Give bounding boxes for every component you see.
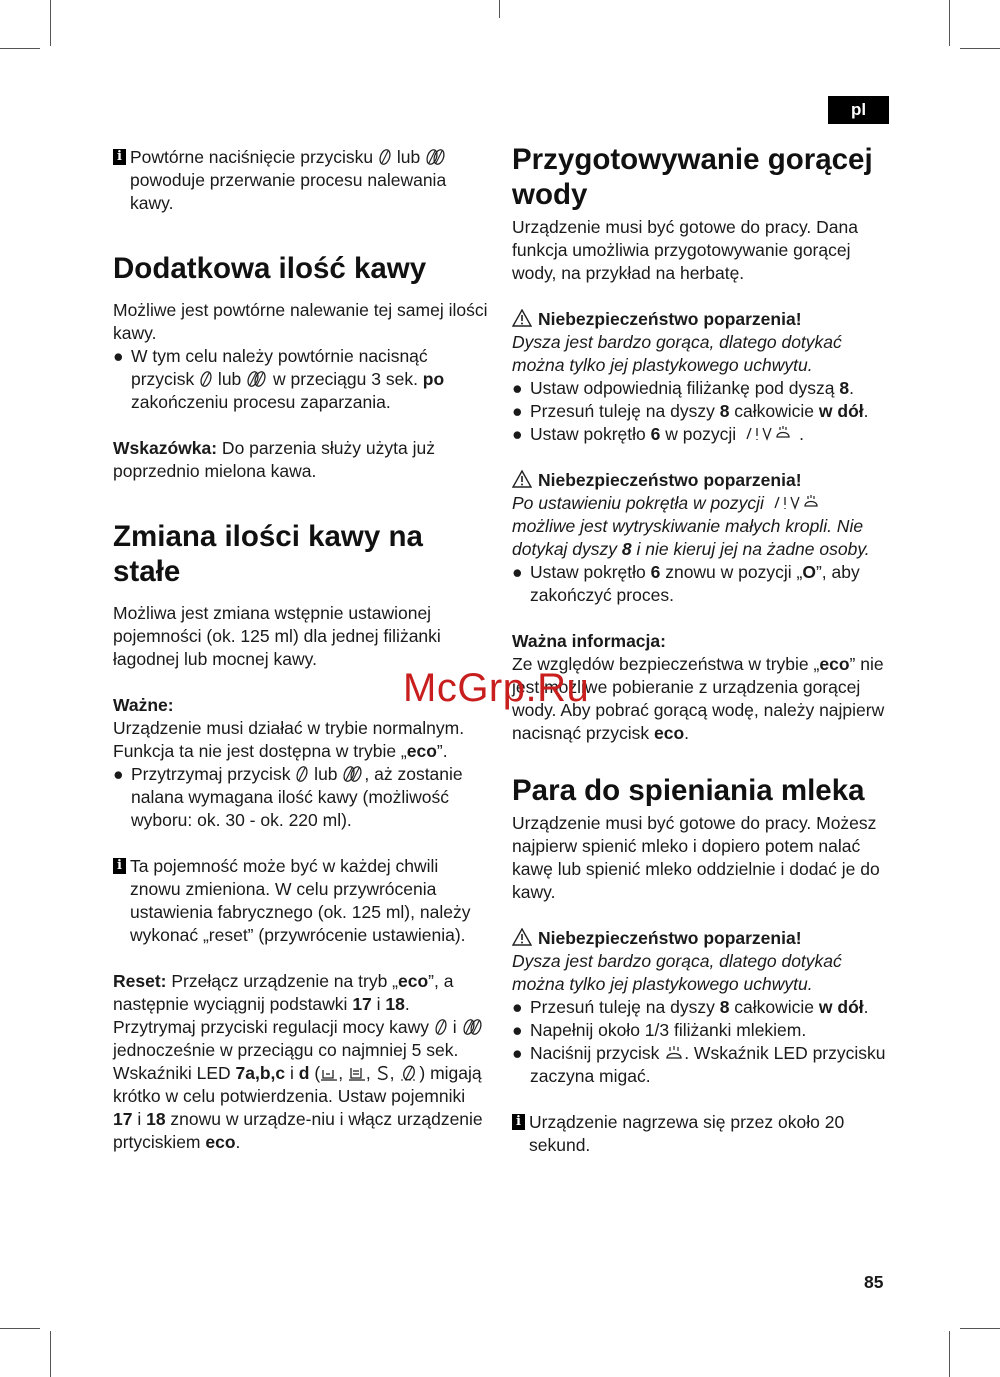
warning-title: Niebezpieczeństwo poparzenia!	[512, 308, 888, 331]
double-bean-icon	[425, 148, 447, 166]
crop-mark	[499, 0, 500, 18]
warning-text: Dysza jest bardzo gorąca, dlatego dotykać można tylko jej plastykowego uchwytu.	[512, 951, 842, 994]
important-label: Ważna informacja:	[512, 631, 666, 651]
warning-icon	[512, 470, 532, 488]
crop-mark	[50, 1331, 51, 1377]
bullet-item: ● Ustaw pokrętło 6 w pozycji .	[512, 424, 804, 444]
paragraph: Urządzenie musi być gotowe do pracy. Dana funkcja umożliwia przygotowywanie gorącej wody, na przykład na herbatę.	[512, 217, 858, 283]
warning-text: Po ustawieniu pokrętła w pozycji możliwe jest wytryskiwanie małych kropli. Nie dotykaj dyszy 8 i nie kieruj jej na żadne osoby.	[512, 493, 870, 559]
heading-change-amount: Zmiana ilości kawy na stałe	[113, 520, 423, 588]
warning-icon	[512, 309, 532, 327]
single-bean-icon	[378, 148, 392, 166]
crop-mark	[0, 1328, 40, 1329]
reset-paragraph: Reset: Przełącz urządzenie na tryb „eco”, a następnie wyciągnij podstawki 17 i 18. Przytrymaj przyciski regulacji mocy kawy i jednocześnie w przeciągu co najmniej 5 sek. Wskaźniki LED 7a,b,c i d ( , , , ) migają krótko w celu potwierdzenia. Ustaw pojemniki 17 i 18 znowu w urządze-niu i włącz urządzenie prtyciskiem eco.	[113, 971, 483, 1152]
info-note-interrupt: i Powtórne naciśnięcie przycisku lub powoduje przerwanie procesu nalewania kawy.	[113, 146, 489, 215]
language-tab: pl	[828, 96, 889, 124]
paragraph: Możliwa jest zmiana wstępnie ustawionej pojemności (ok. 125 ml) dla jednej filiżanki łagodnej lub mocnej kawy.	[113, 603, 441, 669]
heading-hot-water: Przygotowywanie gorącej wody	[512, 143, 873, 211]
important-label: Ważne:	[113, 695, 174, 715]
important-text: Urządzenie musi działać w trybie normalnym. Funkcja ta nie jest dostępna w trybie „eco”.	[113, 718, 465, 761]
heading-extra-coffee: Dodatkowa ilość kawy	[113, 252, 427, 285]
bullet-item: ● Ustaw odpowiednią filiżankę pod dyszą 8.	[512, 378, 854, 398]
right-column	[512, 142, 888, 1157]
bean-refill-icon	[399, 1064, 419, 1082]
descale-s-icon	[376, 1064, 390, 1082]
info-note-capacity: i Ta pojemność może być w każdej chwili znowu zmieniona. W celu przywrócenia ustawienia fabrycznego (ok. 125 ml), należy wykonać „reset” (przywrócenie ustawienia).	[113, 855, 489, 947]
page-number: 85	[864, 1272, 884, 1292]
double-bean-icon	[342, 765, 364, 783]
paragraph: Możliwe jest powtórne nalewanie tej samej ilości kawy.	[113, 300, 488, 343]
warning-title: Niebezpieczeństwo poparzenia!	[512, 469, 888, 492]
knob-position-icon	[769, 494, 827, 512]
warning-title: Niebezpieczeństwo poparzenia!	[512, 927, 888, 950]
bullet-item: ● W tym celu należy powtórnie nacisnąć przycisk lub w przeciągu 3 sek. po zakończeniu procesu zaparzania.	[113, 346, 445, 412]
cup-high-icon	[348, 1064, 366, 1082]
single-bean-icon	[199, 370, 213, 388]
heading-milk-steam: Para do spieniania mleka	[512, 774, 865, 807]
watermark: McGrp.Ru	[403, 666, 590, 710]
bullet-item: ● Ustaw pokrętło 6 znowu w pozycji „O”, aby zakończyć proces.	[512, 562, 860, 605]
double-bean-icon	[462, 1018, 484, 1036]
bullet-item: ● Napełnij około 1/3 filiżanki mlekiem.	[512, 1020, 807, 1040]
warning-icon	[512, 928, 532, 946]
double-bean-icon	[246, 370, 268, 388]
paragraph: Urządzenie musi być gotowe do pracy. Możesz najpierw spienić mleko i dopiero potem nalać kawę lub spienić mleko oddzielnie i dodać je do kawy.	[512, 813, 880, 902]
tip-paragraph: Wskazówka: Do parzenia służy użyta już poprzednio mielona kawa.	[113, 438, 435, 481]
info-icon: i	[113, 858, 126, 874]
bullet-item: ● Przesuń tuleję na dyszy 8 całkowicie w dół.	[512, 401, 869, 421]
cup-low-icon	[320, 1064, 338, 1082]
steam-icon	[664, 1044, 684, 1062]
crop-mark	[960, 1328, 1000, 1329]
crop-mark	[50, 0, 51, 46]
crop-mark	[949, 0, 950, 46]
info-icon: i	[512, 1114, 525, 1130]
bullet-item: ● Przytrzymaj przycisk lub , aż zostanie nalana wymagana ilość kawy (możliwość wyboru: ok. 30 - ok. 220 ml).	[113, 764, 463, 830]
knob-position-icon	[741, 425, 799, 443]
important-text: Ze względów bezpieczeństwa w trybie „eco” nie jest możliwe pobieranie z urządzenia gorącej wody. Aby pobrać gorącą wodę, należy najpierw nacisnąć przycisk eco.	[512, 654, 885, 743]
crop-mark	[949, 1331, 950, 1377]
left-column	[113, 146, 489, 1154]
bullet-item: ● Przesuń tuleję na dyszy 8 całkowicie w dół.	[512, 997, 869, 1017]
crop-mark	[960, 48, 1000, 49]
single-bean-icon	[434, 1018, 448, 1036]
info-note-heating: i Urządzenie nagrzewa się przez około 20 sekund.	[512, 1111, 888, 1157]
bullet-item: ● Naciśnij przycisk . Wskaźnik LED przycisku zaczyna migać.	[512, 1043, 886, 1086]
single-bean-icon	[295, 765, 309, 783]
crop-mark	[0, 48, 40, 49]
info-icon: i	[113, 149, 126, 165]
warning-text: Dysza jest bardzo gorąca, dlatego dotykać można tylko jej plastykowego uchwytu.	[512, 332, 842, 375]
